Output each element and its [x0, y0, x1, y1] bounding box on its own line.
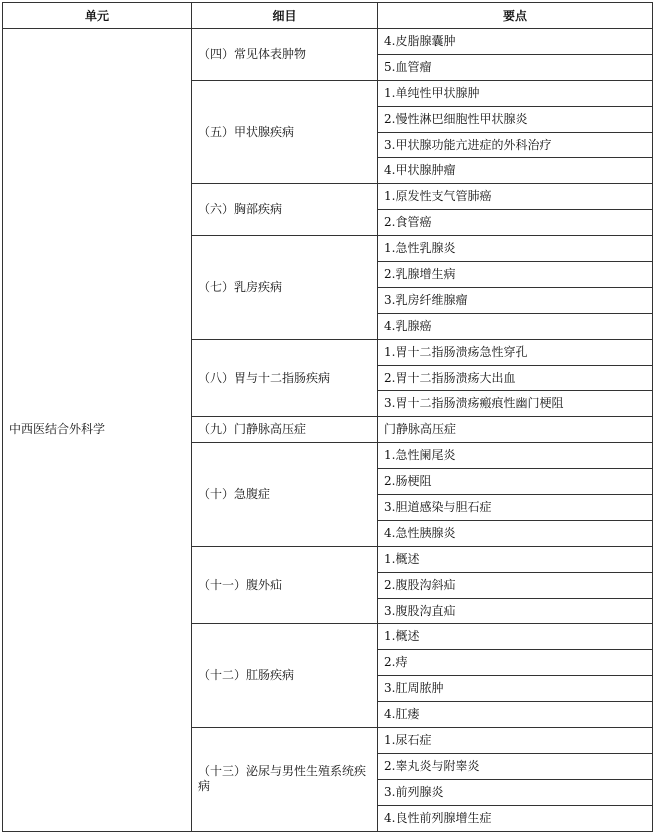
point-cell: 3.乳房纤维腺瘤: [378, 287, 653, 313]
detail-cell: （五）甲状腺疾病: [192, 80, 378, 184]
point-cell: 3.胆道感染与胆石症: [378, 495, 653, 521]
detail-cell: （八）胃与十二指肠疾病: [192, 339, 378, 417]
point-cell: 2.肠梗阻: [378, 469, 653, 495]
point-cell: 1.单纯性甲状腺肿: [378, 80, 653, 106]
detail-cell: （四）常见体表肿物: [192, 29, 378, 81]
point-cell: 4.良性前列腺增生症: [378, 805, 653, 831]
header-row: [3, 3, 653, 29]
point-cell: 4.皮脂腺囊肿: [378, 29, 653, 55]
point-cell: 4.甲状腺肿瘤: [378, 158, 653, 184]
unit-cell: 中西医结合外科学: [3, 29, 192, 832]
point-cell: 4.肛瘘: [378, 702, 653, 728]
point-cell: 1.原发性支气管肺癌: [378, 184, 653, 210]
point-cell: 1.急性乳腺炎: [378, 236, 653, 262]
point-cell: 1.概述: [378, 546, 653, 572]
point-cell: 4.急性胰腺炎: [378, 520, 653, 546]
detail-cell: （十一）腹外疝: [192, 546, 378, 624]
detail-cell: （九）门静脉高压症: [192, 417, 378, 443]
header-detail: 细目: [192, 3, 378, 29]
detail-cell: （十二）肛肠疾病: [192, 624, 378, 728]
point-cell: 3.腹股沟直疝: [378, 598, 653, 624]
point-cell: 2.睾丸炎与附睾炎: [378, 753, 653, 779]
point-cell: 2.慢性淋巴细胞性甲状腺炎: [378, 106, 653, 132]
point-cell: 3.肛周脓肿: [378, 676, 653, 702]
point-cell: 1.急性阑尾炎: [378, 443, 653, 469]
detail-cell: （六）胸部疾病: [192, 184, 378, 236]
point-cell: 3.甲状腺功能亢进症的外科治疗: [378, 132, 653, 158]
detail-cell: （七）乳房疾病: [192, 236, 378, 340]
point-cell: 2.腹股沟斜疝: [378, 572, 653, 598]
point-cell: 3.前列腺炎: [378, 779, 653, 805]
header-unit: 单元: [3, 3, 192, 29]
point-cell: 3.胃十二指肠溃疡瘢痕性幽门梗阻: [378, 391, 653, 417]
header-points: 要点: [378, 3, 653, 29]
detail-cell: （十）急腹症: [192, 443, 378, 547]
table-row: [3, 29, 653, 55]
point-cell: 4.乳腺癌: [378, 313, 653, 339]
point-cell: 1.尿石症: [378, 728, 653, 754]
point-cell: 2.乳腺增生病: [378, 262, 653, 288]
detail-cell: （十三）泌尿与男性生殖系统疾病: [192, 728, 378, 832]
point-cell: 2.胃十二指肠溃疡大出血: [378, 365, 653, 391]
point-cell: 1.胃十二指肠溃疡急性穿孔: [378, 339, 653, 365]
syllabus-table: [2, 2, 653, 832]
point-cell: 2.食管癌: [378, 210, 653, 236]
table-body: [3, 29, 653, 832]
point-cell: 5.血管瘤: [378, 54, 653, 80]
point-cell: 2.痔: [378, 650, 653, 676]
point-cell: 门静脉高压症: [378, 417, 653, 443]
point-cell: 1.概述: [378, 624, 653, 650]
